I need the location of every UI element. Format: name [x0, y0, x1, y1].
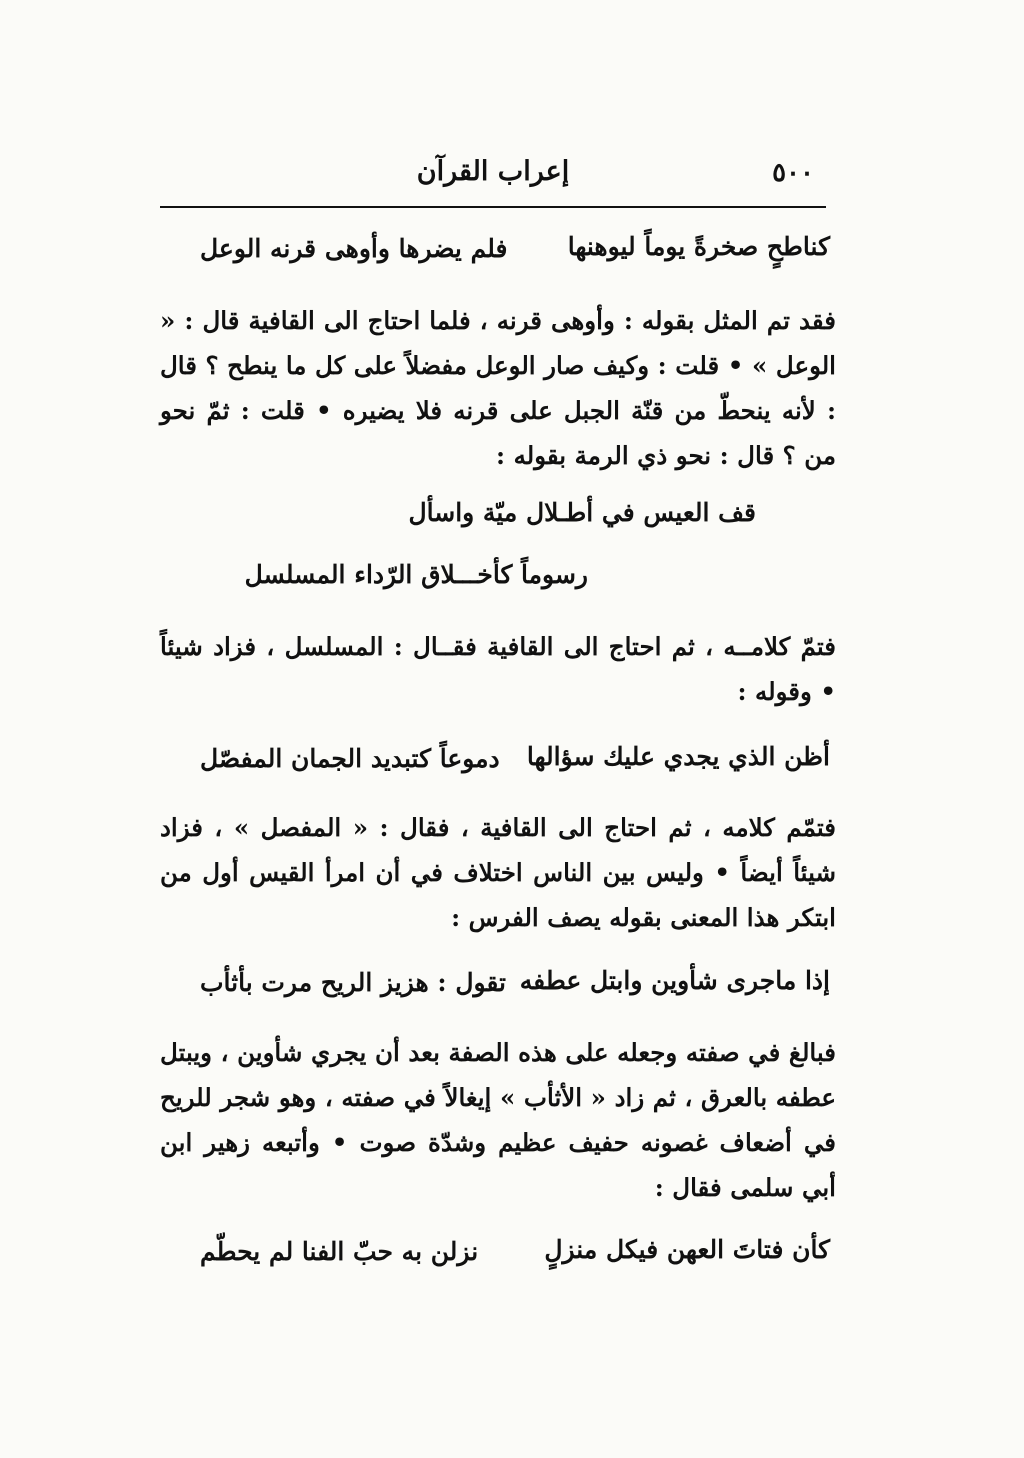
- running-title: إعراب القرآن: [416, 156, 570, 187]
- verse-5-first-hemistich: كأن فتاتَ العهن فيكل منزلٍ: [544, 1235, 830, 1264]
- verse-2-line-1: قف العيس في أطـلال ميّة واسأل: [408, 498, 756, 527]
- paragraph-2-text: فتمّ كلامــه ، ثم احتاج الى القافية فقــال : المسلسل ، فزاد شيئاً • وقوله :: [160, 632, 836, 706]
- page-header: [160, 150, 826, 204]
- paragraph-3: [160, 805, 836, 940]
- verse-4: [160, 966, 830, 1006]
- verse-2-line-2: رسوماً كأخـــلاق الرّداء المسلسل: [244, 560, 588, 589]
- paragraph-2: [160, 624, 836, 714]
- paragraph-1-text: فقد تم المثل بقوله : وأوهى قرنه ، فلما احتاج الى القافية قال : « الوعل » • قلت : وكيف صار الوعل مفضلاً على كل ما ينطح ؟ قال : لأنه ينحطّ من قنّة الجبل على قرنه فلا يضيره • قلت : ثمّ نحو من ؟ قال : نحو ذي الرمة بقوله :: [160, 306, 836, 470]
- verse-5: [160, 1235, 830, 1275]
- verse-1-second-hemistich: فلم يضرها وأوهى قرنه الوعل: [200, 234, 508, 263]
- paragraph-3-text: فتمّم كلامه ، ثم احتاج الى القافية ، فقال : « المفصل » ، فزاد شيئاً أيضاً • وليس بين الناس اختلاف في أن امرأ القيس أول من ابتكر هذا المعنى بقوله يصف الفرس :: [160, 813, 836, 932]
- verse-4-first-hemistich: إذا ماجرى شأوين وابتل عطفه: [519, 966, 830, 995]
- header-divider: [160, 206, 826, 208]
- paragraph-1: [160, 298, 836, 478]
- verse-3-second-hemistich: دموعاً كتبديد الجمان المفصّل: [200, 744, 500, 773]
- verse-1: [160, 232, 830, 272]
- paragraph-4: [160, 1030, 836, 1210]
- page-number: ٥٠٠: [772, 158, 814, 188]
- paragraph-4-text: فبالغ في صفته وجعله على هذه الصفة بعد أن يجري شأوين ، ويبتل عطفه بالعرق ، ثم زاد « الأثأب » إيغالاً في صفته ، وهو شجر للريح في أضعاف غصونه حفيف عظيم وشدّة صوت • وأتبعه زهير ابن أبي سلمى فقال :: [160, 1038, 836, 1202]
- verse-5-second-hemistich: نزلن به حبّ الفنا لم يحطّم: [200, 1237, 479, 1266]
- verse-3: [160, 742, 830, 782]
- verse-3-first-hemistich: أظن الذي يجدي عليك سؤالها: [526, 742, 830, 771]
- verse-4-second-hemistich: تقول : هزيز الريح مرت بأثأب: [200, 968, 507, 997]
- verse-1-first-hemistich: كناطحٍ صخرةً يوماً ليوهنها: [567, 232, 830, 261]
